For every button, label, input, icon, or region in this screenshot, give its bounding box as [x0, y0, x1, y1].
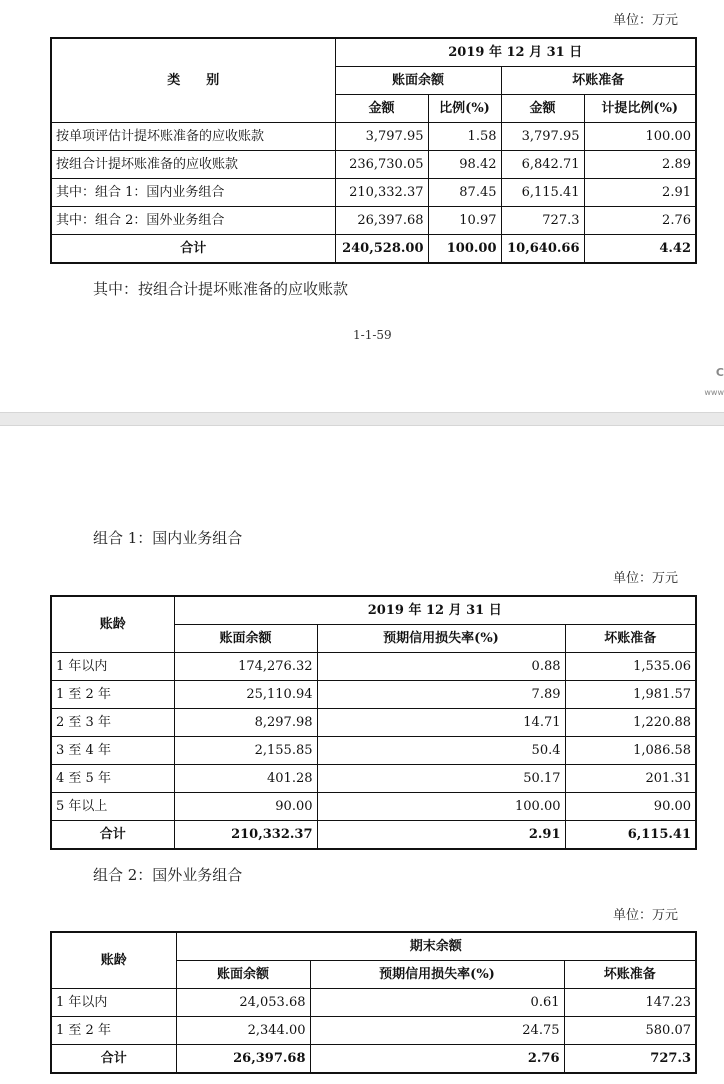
cell-value: 24,053.68 [176, 989, 310, 1017]
cell-value: 2.76 [584, 207, 696, 235]
table-row [51, 123, 696, 151]
cell-value: 1,086.58 [565, 737, 696, 765]
unit-label: 单位：万元 [613, 571, 679, 586]
cell-value: 0.61 [310, 989, 564, 1017]
age-label: 1 至 2 年 [51, 1017, 176, 1045]
total-value: 26,397.68 [176, 1045, 310, 1074]
total-row [51, 821, 696, 850]
row-label: 其中：组合 1：国内业务组合 [51, 179, 335, 207]
cell-value: 0.88 [317, 653, 565, 681]
book-balance-header: 账面余额 [174, 625, 317, 653]
age-header: 账龄 [51, 932, 176, 989]
age-label: 1 至 2 年 [51, 681, 174, 709]
amount-header: 金额 [335, 95, 428, 123]
cell-value: 50.17 [317, 765, 565, 793]
section-text: 其中：按组合计提坏账准备的应收账款 [93, 280, 349, 298]
table-row [51, 765, 696, 793]
cell-value: 25,110.94 [174, 681, 317, 709]
cell-value: 6,115.41 [501, 179, 584, 207]
age-label: 1 年以内 [51, 653, 174, 681]
page-number: 1-1-59 [353, 328, 392, 342]
row-label: 其中：组合 2：国外业务组合 [51, 207, 335, 235]
cell-value: 1.58 [428, 123, 501, 151]
cell-value: 2.89 [584, 151, 696, 179]
bad-debt-header: 坏账准备 [565, 625, 696, 653]
provision-rate-header: 计提比例(%) [584, 95, 696, 123]
page-divider [0, 412, 724, 426]
cell-value: 174,276.32 [174, 653, 317, 681]
date-header: 2019 年 12 月 31 日 [335, 38, 696, 67]
total-value: 2.91 [317, 821, 565, 850]
age-label: 2 至 3 年 [51, 709, 174, 737]
category-header: 类 别 [51, 38, 335, 123]
total-value: 240,528.00 [335, 235, 428, 264]
cell-value: 1,535.06 [565, 653, 696, 681]
table-row [51, 179, 696, 207]
table-row [51, 989, 696, 1017]
foreign-aging-table [50, 931, 697, 1074]
cell-value: 580.07 [564, 1017, 696, 1045]
cell-value: 6,842.71 [501, 151, 584, 179]
amount-header: 金额 [501, 95, 584, 123]
total-value: 210,332.37 [174, 821, 317, 850]
total-value: 2.76 [310, 1045, 564, 1074]
bad-debt-header: 坏账准备 [501, 67, 696, 95]
total-label: 合计 [51, 821, 174, 850]
edge-mark: C [715, 366, 724, 379]
cell-value: 90.00 [565, 793, 696, 821]
period-end-header: 期末余额 [176, 932, 696, 961]
cell-value: 401.28 [174, 765, 317, 793]
cell-value: 1,981.57 [565, 681, 696, 709]
cell-value: 14.71 [317, 709, 565, 737]
table-row [51, 1017, 696, 1045]
table-row [51, 793, 696, 821]
total-value: 100.00 [428, 235, 501, 264]
row-label: 按组合计提坏账准备的应收账款 [51, 151, 335, 179]
total-row [51, 235, 696, 264]
total-value: 10,640.66 [501, 235, 584, 264]
unit-label: 单位：万元 [613, 908, 679, 923]
book-balance-header: 账面余额 [335, 67, 501, 95]
cell-value: 50.4 [317, 737, 565, 765]
date-header: 2019 年 12 月 31 日 [174, 596, 696, 625]
cell-value: 210,332.37 [335, 179, 428, 207]
cell-value: 24.75 [310, 1017, 564, 1045]
cell-value: 3,797.95 [335, 123, 428, 151]
age-label: 1 年以内 [51, 989, 176, 1017]
bad-debt-header: 坏账准备 [564, 961, 696, 989]
cell-value: 2,155.85 [174, 737, 317, 765]
total-value: 6,115.41 [565, 821, 696, 850]
age-header: 账龄 [51, 596, 174, 653]
cell-value: 98.42 [428, 151, 501, 179]
table-row [51, 681, 696, 709]
cell-value: 8,297.98 [174, 709, 317, 737]
cell-value: 236,730.05 [335, 151, 428, 179]
table-row [51, 709, 696, 737]
total-label: 合计 [51, 235, 335, 264]
cell-value: 10.97 [428, 207, 501, 235]
cell-value: 201.31 [565, 765, 696, 793]
table-row [51, 653, 696, 681]
loss-rate-header: 预期信用损失率(%) [310, 961, 564, 989]
table-row [51, 737, 696, 765]
edge-url-fragment: www [704, 388, 724, 397]
cell-value: 727.3 [501, 207, 584, 235]
age-label: 3 至 4 年 [51, 737, 174, 765]
cell-value: 90.00 [174, 793, 317, 821]
section-heading: 组合 1：国内业务组合 [93, 529, 243, 547]
table-row [51, 207, 696, 235]
ratio-header: 比例(%) [428, 95, 501, 123]
domestic-aging-table [50, 595, 697, 850]
cell-value: 100.00 [317, 793, 565, 821]
section-heading: 组合 2：国外业务组合 [93, 866, 243, 884]
loss-rate-header: 预期信用损失率(%) [317, 625, 565, 653]
cell-value: 147.23 [564, 989, 696, 1017]
total-value: 727.3 [564, 1045, 696, 1074]
receivables-summary-table [50, 37, 697, 264]
cell-value: 100.00 [584, 123, 696, 151]
total-label: 合计 [51, 1045, 176, 1074]
total-row [51, 1045, 696, 1074]
total-value: 4.42 [584, 235, 696, 264]
unit-label: 单位：万元 [613, 13, 679, 28]
cell-value: 2,344.00 [176, 1017, 310, 1045]
cell-value: 1,220.88 [565, 709, 696, 737]
cell-value: 26,397.68 [335, 207, 428, 235]
cell-value: 7.89 [317, 681, 565, 709]
book-balance-header: 账面余额 [176, 961, 310, 989]
age-label: 4 至 5 年 [51, 765, 174, 793]
age-label: 5 年以上 [51, 793, 174, 821]
table-row [51, 151, 696, 179]
cell-value: 3,797.95 [501, 123, 584, 151]
cell-value: 2.91 [584, 179, 696, 207]
row-label: 按单项评估计提坏账准备的应收账款 [51, 123, 335, 151]
cell-value: 87.45 [428, 179, 501, 207]
